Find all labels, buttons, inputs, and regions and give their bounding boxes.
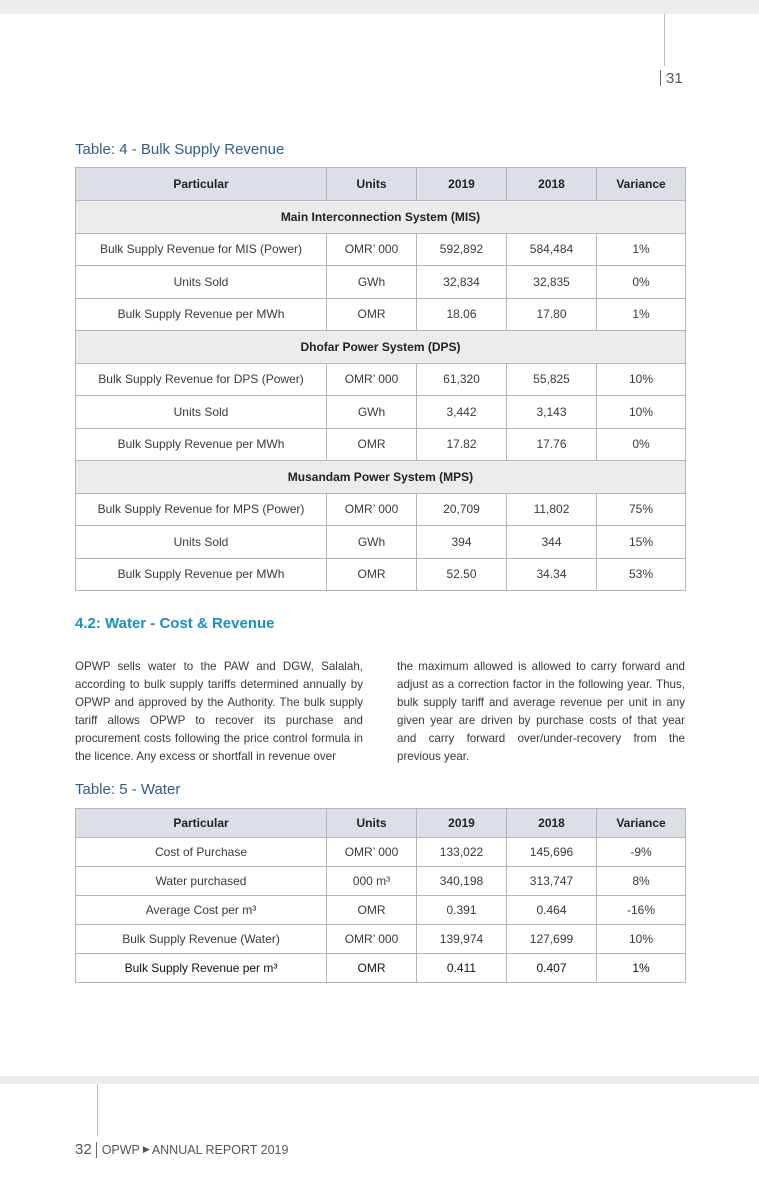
cell-2018: 11,802 xyxy=(507,493,597,526)
cell-variance: 53% xyxy=(597,558,686,591)
bottom-page-band xyxy=(0,1076,759,1084)
top-page-number xyxy=(660,70,683,87)
table4-header-units: Units xyxy=(327,168,417,201)
section-label-mis: Main Interconnection System (MIS) xyxy=(76,201,686,234)
cell-2019: 0.411 xyxy=(417,954,507,983)
table-row xyxy=(76,838,686,867)
page-footer xyxy=(75,1141,288,1158)
footer-divider xyxy=(96,1142,97,1158)
cell-2018: 0.464 xyxy=(507,896,597,925)
cell-variance: 8% xyxy=(597,867,686,896)
cell-particular: Units Sold xyxy=(76,396,327,429)
table-row xyxy=(76,233,686,266)
cell-2018: 0.407 xyxy=(507,954,597,983)
cell-particular: Bulk Supply Revenue for DPS (Power) xyxy=(76,363,327,396)
cell-units: OMR xyxy=(327,954,417,983)
cell-variance: 0% xyxy=(597,428,686,461)
cell-variance: 10% xyxy=(597,925,686,954)
cell-particular: Average Cost per m³ xyxy=(76,896,327,925)
table-row xyxy=(76,298,686,331)
table-row xyxy=(76,558,686,591)
cell-variance: 10% xyxy=(597,396,686,429)
cell-units: GWh xyxy=(327,526,417,559)
section-label-mps: Musandam Power System (MPS) xyxy=(76,461,686,494)
table-row xyxy=(76,526,686,559)
paragraph-left-column: OPWP sells water to the PAW and DGW, Salalah, according to bulk supply tariffs determined annually by OPWP and approved by the Authority. The bulk supply tariff allows OPWP to recover its purchase and procurement costs following the price control formula in the licence. Any excess or shortfall in revenue over xyxy=(75,659,363,764)
cell-2019: 17.82 xyxy=(417,428,507,461)
cell-2019: 32,834 xyxy=(417,266,507,299)
cell-variance: -16% xyxy=(597,896,686,925)
footer-brand: OPWP xyxy=(101,1142,140,1157)
top-page-band xyxy=(0,0,759,14)
cell-particular: Cost of Purchase xyxy=(76,838,327,867)
cell-particular: Units Sold xyxy=(76,526,327,559)
section-heading: 4.2: Water - Cost & Revenue xyxy=(75,615,275,632)
cell-2019: 61,320 xyxy=(417,363,507,396)
cell-2018: 344 xyxy=(507,526,597,559)
cell-2019: 3,442 xyxy=(417,396,507,429)
cell-variance: 75% xyxy=(597,493,686,526)
table-row xyxy=(76,428,686,461)
cell-units: OMR xyxy=(327,428,417,461)
table4-header-2019: 2019 xyxy=(417,168,507,201)
cell-2019: 18.06 xyxy=(417,298,507,331)
cell-particular: Bulk Supply Revenue per MWh xyxy=(76,428,327,461)
cell-units: 000 m³ xyxy=(327,867,417,896)
cell-units: OMR’ 000 xyxy=(327,233,417,266)
table-row xyxy=(76,363,686,396)
cell-units: OMR’ 000 xyxy=(327,925,417,954)
cell-units: OMR’ 000 xyxy=(327,363,417,396)
table5-header-units: Units xyxy=(327,809,417,838)
cell-2019: 133,022 xyxy=(417,838,507,867)
table5-header-2018: 2018 xyxy=(507,809,597,838)
cell-particular: Bulk Supply Revenue per MWh xyxy=(76,298,327,331)
table5-header-2019: 2019 xyxy=(417,809,507,838)
cell-units: OMR’ 000 xyxy=(327,838,417,867)
cell-2018: 313,747 xyxy=(507,867,597,896)
cell-variance: 1% xyxy=(597,298,686,331)
table-row xyxy=(76,266,686,299)
cell-2018: 145,696 xyxy=(507,838,597,867)
cell-2019: 20,709 xyxy=(417,493,507,526)
cell-2018: 584,484 xyxy=(507,233,597,266)
table-row xyxy=(76,954,686,983)
water-table xyxy=(75,808,686,983)
bulk-supply-revenue-table xyxy=(75,167,686,591)
cell-particular: Bulk Supply Revenue per MWh xyxy=(76,558,327,591)
cell-2018: 55,825 xyxy=(507,363,597,396)
cell-particular: Water purchased xyxy=(76,867,327,896)
cell-2019: 394 xyxy=(417,526,507,559)
table4-section-row xyxy=(76,461,686,494)
table5-header-row xyxy=(76,809,686,838)
cell-variance: 0% xyxy=(597,266,686,299)
cell-2018: 34.34 xyxy=(507,558,597,591)
cell-2018: 17.80 xyxy=(507,298,597,331)
table-row xyxy=(76,493,686,526)
footer-report-title: ANNUAL REPORT 2019 xyxy=(151,1142,289,1157)
cell-2018: 32,835 xyxy=(507,266,597,299)
cell-units: OMR xyxy=(327,896,417,925)
cell-2018: 127,699 xyxy=(507,925,597,954)
cell-particular: Bulk Supply Revenue per m³ xyxy=(76,954,327,983)
cell-particular: Bulk Supply Revenue for MIS (Power) xyxy=(76,233,327,266)
table5-header-particular: Particular xyxy=(76,809,327,838)
cell-2018: 17.76 xyxy=(507,428,597,461)
cell-2019: 340,198 xyxy=(417,867,507,896)
cell-variance: -9% xyxy=(597,838,686,867)
cell-2019: 52.50 xyxy=(417,558,507,591)
cell-variance: 1% xyxy=(597,233,686,266)
paragraph-right-column: the maximum allowed is allowed to carry forward and adjust as a correction factor in the following year. Thus, bulk supply tariff and average revenue per unit in any given year are driven by purchase costs of that year and carry forward over/under-recovery from the previous year. xyxy=(397,659,685,764)
cell-units: OMR’ 000 xyxy=(327,493,417,526)
cell-2019: 592,892 xyxy=(417,233,507,266)
table-row xyxy=(76,396,686,429)
table4-title: Table: 4 - Bulk Supply Revenue xyxy=(75,141,285,158)
footer-page-number: 32 xyxy=(75,1141,92,1158)
cell-variance: 1% xyxy=(597,954,686,983)
cell-2018: 3,143 xyxy=(507,396,597,429)
table-row xyxy=(76,925,686,954)
section-label-dps: Dhofar Power System (DPS) xyxy=(76,331,686,364)
table4-header-variance: Variance xyxy=(597,168,686,201)
cell-particular: Bulk Supply Revenue (Water) xyxy=(76,925,327,954)
cell-particular: Bulk Supply Revenue for MPS (Power) xyxy=(76,493,327,526)
cell-2019: 0.391 xyxy=(417,896,507,925)
table-row xyxy=(76,867,686,896)
cell-variance: 10% xyxy=(597,363,686,396)
bottom-divider-line xyxy=(97,1084,98,1136)
top-divider-line xyxy=(664,14,665,66)
table4-header-particular: Particular xyxy=(76,168,327,201)
play-triangle-icon: ▶ xyxy=(142,1144,150,1154)
table4-section-row xyxy=(76,201,686,234)
table4-header-2018: 2018 xyxy=(507,168,597,201)
table5-header-variance: Variance xyxy=(597,809,686,838)
top-page-number-text: 31 xyxy=(666,70,683,87)
table5-title: Table: 5 - Water xyxy=(75,781,181,798)
table4-header-row xyxy=(76,168,686,201)
cell-units: OMR xyxy=(327,558,417,591)
cell-units: GWh xyxy=(327,396,417,429)
cell-2019: 139,974 xyxy=(417,925,507,954)
cell-units: OMR xyxy=(327,298,417,331)
table-row xyxy=(76,896,686,925)
cell-variance: 15% xyxy=(597,526,686,559)
table4-section-row xyxy=(76,331,686,364)
cell-units: GWh xyxy=(327,266,417,299)
cell-particular: Units Sold xyxy=(76,266,327,299)
